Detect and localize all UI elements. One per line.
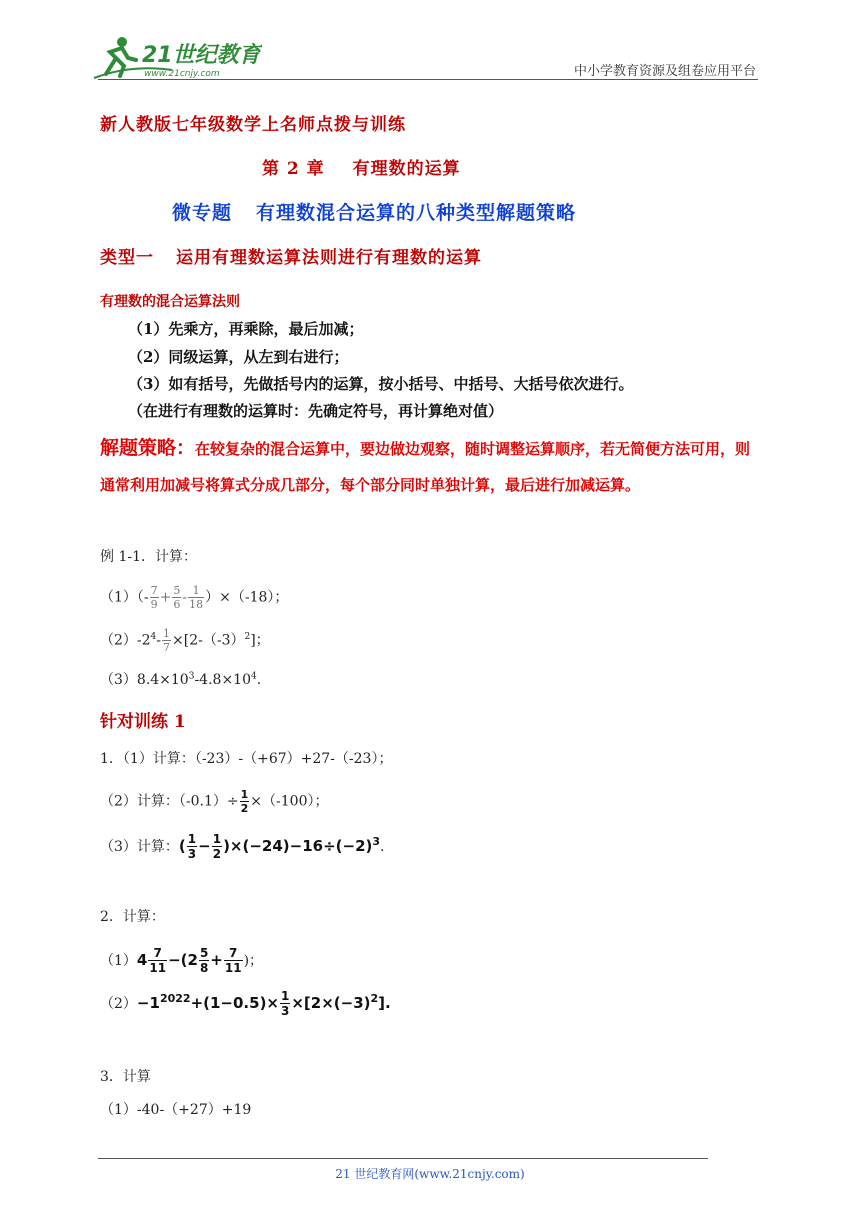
rule-note: （在进行有理数的运算时：先确定符号，再计算绝对值）	[128, 402, 504, 420]
example-item-2: $(2)-2^4-$ $\frac{1}{7}$ $\times[2-(-3)^2]$；	[100, 627, 270, 654]
fraction: $\frac{7}{9}$	[150, 584, 158, 611]
header-platform-text: 中小学教育资源及组卷应用平台	[573, 64, 756, 79]
type-name: 运用有理数运算法则进行有理数的运算	[176, 248, 482, 268]
question-1-part-2	[100, 789, 328, 814]
type-number: 类型一	[100, 248, 154, 268]
logo-url: www.21cnjy.com	[144, 69, 220, 79]
expr-text: ×（-100）；	[250, 793, 329, 810]
exponent: 2	[370, 992, 379, 1005]
expr-text: ]；	[250, 632, 270, 649]
exponent: 3	[188, 671, 195, 682]
fraction: $\frac{1}{3}$	[187, 832, 197, 861]
fraction: $\frac{1}{2}$	[240, 788, 249, 815]
strategy-label: 解题策略：	[100, 437, 196, 459]
chapter-name: 有理数的运算	[352, 159, 461, 179]
footer-link[interactable]: 21 世纪教育网(www.21cnjy.com)	[335, 1167, 525, 1181]
example-title: 例 1-1．计算：	[100, 549, 197, 565]
question-2: 2．计算：	[100, 909, 165, 925]
header-divider	[98, 79, 758, 80]
expr-text: -4.8×10	[194, 672, 251, 688]
expr-text: .	[380, 839, 385, 855]
question-1: 1．（1）计算：（-23）-（+67）+27-（-23）；	[100, 751, 393, 767]
fraction: $\frac{1}{7}$	[163, 627, 171, 654]
training-title: 针对训练 1	[100, 712, 186, 732]
fraction: $\frac{1}{2}$	[212, 832, 222, 861]
exponent: 3	[372, 835, 381, 848]
strategy-paragraph	[100, 430, 760, 503]
expr-text: .	[256, 672, 262, 688]
logo-text: 21世纪教育	[142, 43, 261, 68]
chapter-title	[262, 154, 461, 179]
fraction: $\frac{5}{8}$	[199, 946, 209, 975]
fraction: $\frac{5}{6}$	[173, 584, 181, 611]
rule-item: （2）同级运算，从左到右进行；	[128, 348, 349, 366]
fraction: $\frac{7}{11}$	[149, 946, 167, 975]
rule-item: （1）先乘方，再乘除，最后加减；	[128, 320, 364, 338]
expr-text: （2）计算：（-0.1）÷	[100, 793, 239, 810]
site-logo	[92, 34, 262, 80]
expr-text: )×(−24)−16÷(−2)	[223, 837, 373, 855]
rules-heading: 有理数的混合运算法则	[100, 294, 240, 310]
micro-label: 微专题	[172, 202, 233, 224]
footer-divider	[98, 1158, 708, 1159]
exponent: 4	[150, 631, 157, 642]
runner-logo-icon	[92, 34, 262, 80]
fraction: $\frac{1}{18}$	[189, 584, 204, 611]
expr-text: （2）-2	[100, 632, 151, 649]
expr-text: )；	[243, 953, 264, 969]
rule-item: （3）如有括号，先做括号内的运算，按小括号、中括号、大括号依次进行。	[128, 375, 634, 393]
expr-text: ×[2-（-3）	[172, 632, 245, 649]
question-2-part-2: $(2)-1^{2022}+(1-0.5)\times$ $\frac{1}{3}$ $\times[2\times(-3)^2]$.	[100, 989, 391, 1018]
example-item-1: （1）（- $\frac{7}{9}$ + $\frac{5}{6}$ - $\frac{1}{18}$ ）×（-18）；	[100, 584, 289, 611]
expr-text: （3）8.4×10	[100, 672, 189, 688]
book-title: 新人教版七年级数学上名师点拨与训练	[100, 115, 406, 135]
question-1-part-3: （3）计算：( $\frac{1}{3}$ − $\frac{1}{2}$ )$\times(-24)-16\div(-2)^3$.	[100, 832, 385, 861]
exponent: 2	[244, 631, 251, 642]
chapter-number: 第 2 章	[262, 159, 325, 179]
fraction: $\frac{7}{11}$	[224, 946, 242, 975]
example-item-3	[100, 669, 261, 689]
exponent: 4	[251, 671, 257, 682]
expr-text: ）×（-18）；	[205, 589, 289, 606]
question-3: 3．计算	[100, 1069, 151, 1085]
question-2-part-1: （1）4 $\frac{7}{11}$ −(2 $\frac{5}{8}$ + $\frac{7}{11}$ )；	[100, 946, 264, 975]
question-3-part-1: （1）-40-（+27）+19	[100, 1102, 252, 1118]
type-heading	[100, 243, 482, 268]
micro-name: 有理数混合运算的八种类型解题策略	[256, 202, 577, 224]
expr-text: （1）（-	[100, 589, 149, 606]
strategy-text: 在较复杂的混合运算中，要边做边观察，随时调整运算顺序，若无简便方法可用，则通常利用加减号将算式分成几部分，每个部分同时单独计算，最后进行加减运算。	[100, 440, 751, 494]
micro-topic-title	[172, 198, 576, 225]
exponent: 2022	[159, 992, 191, 1005]
fraction: $\frac{1}{3}$	[281, 989, 290, 1018]
expr-text: （1）	[100, 953, 137, 969]
expr-text: （3）计算：	[100, 839, 179, 855]
expr-text: （2）	[100, 996, 137, 1012]
